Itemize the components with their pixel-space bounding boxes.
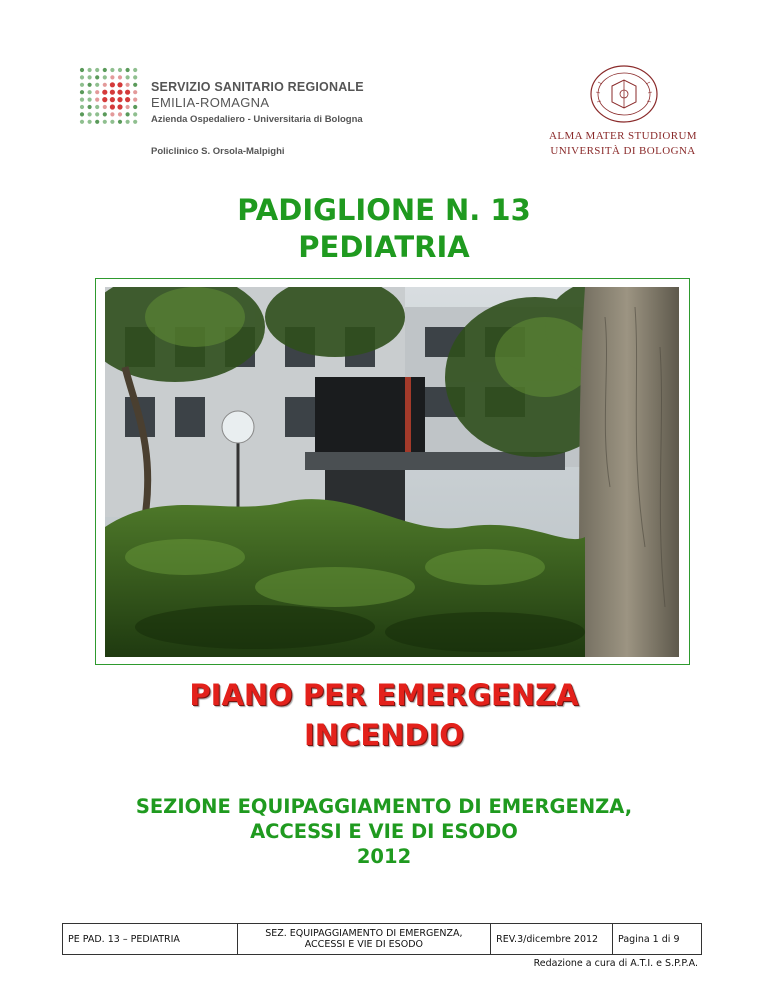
- ssr-region: EMILIA-ROMAGNA: [151, 95, 270, 110]
- logo-dot: [103, 75, 107, 79]
- logo-dot: [117, 82, 122, 87]
- logo-dot: [95, 105, 99, 109]
- footer-table: [62, 923, 702, 955]
- logo-dot: [103, 112, 107, 116]
- logo-dot: [110, 82, 115, 87]
- logo-dot: [80, 112, 84, 116]
- logo-dot: [80, 98, 84, 102]
- logo-dot: [117, 90, 122, 95]
- footer-page: Pagina 1 di 9: [613, 924, 702, 955]
- footer-revision: REV.3/dicembre 2012: [491, 924, 613, 955]
- logo-dot: [95, 75, 99, 79]
- footer-section-line1: SEZ. EQUIPAGGIAMENTO DI EMERGENZA,: [265, 928, 463, 939]
- ssr-text-block: [151, 80, 364, 125]
- section-year: 2012: [356, 845, 412, 868]
- logo-dot: [118, 120, 122, 124]
- logo-dot: [133, 90, 137, 94]
- logo-dot: [126, 105, 130, 109]
- logo-dot: [126, 83, 130, 87]
- logo-dot: [95, 112, 99, 116]
- logo-dot: [80, 120, 84, 124]
- logo-dot: [110, 75, 114, 79]
- page-title-line2: PEDIATRIA: [298, 230, 470, 264]
- ssr-azienda: Azienda Ospedaliero - Universitaria di Bologna: [151, 114, 363, 125]
- logo-dot: [102, 90, 107, 95]
- footer-section-line2: ACCESSI E VIE DI ESODO: [304, 939, 423, 950]
- logo-dot: [88, 120, 92, 124]
- university-line1: ALMA MATER STUDIORUM: [549, 130, 697, 142]
- footer-doc: PE PAD. 13 – PEDIATRIA: [63, 924, 238, 955]
- logo-dot: [95, 90, 99, 94]
- logo-dot: [110, 90, 115, 95]
- logo-dot: [110, 120, 114, 124]
- logo-dot: [126, 68, 130, 72]
- logo-dot: [88, 68, 92, 72]
- logo-dot: [103, 68, 107, 72]
- logo-dot: [88, 98, 92, 102]
- logo-dot: [126, 112, 130, 116]
- logo-dot: [133, 98, 137, 102]
- logo-dot: [103, 83, 107, 87]
- logo-dot: [133, 68, 137, 72]
- logo-dot: [110, 112, 114, 116]
- plan-title-line1: PIANO PER EMERGENZA: [189, 678, 579, 712]
- logo-dot: [95, 68, 99, 72]
- logo-dot: [133, 112, 137, 116]
- logo-dot: [80, 75, 84, 79]
- logo-dot: [95, 120, 99, 124]
- logo-dot: [80, 90, 84, 94]
- logo-dot: [103, 105, 107, 109]
- logo-dot: [103, 120, 107, 124]
- logo-dot: [118, 75, 122, 79]
- logo-dot: [95, 98, 99, 102]
- logo-dot: [126, 75, 130, 79]
- logo-dot: [133, 120, 137, 124]
- logo-dot: [88, 75, 92, 79]
- logo-dot: [88, 90, 92, 94]
- logo-dot: [110, 104, 115, 109]
- logo-dot: [118, 112, 122, 116]
- logo-dot: [125, 97, 130, 102]
- logo-dot: [80, 83, 84, 87]
- footer-credit: Redazione a cura di A.T.I. e S.P.P.A.: [533, 958, 698, 969]
- logo-dot: [80, 68, 84, 72]
- logo-dot: [88, 105, 92, 109]
- logo-dot: [118, 68, 122, 72]
- policlinico-name: Policlinico S. Orsola-Malpighi: [151, 146, 285, 157]
- university-name: [548, 129, 698, 159]
- logo-dot: [133, 75, 137, 79]
- section-title-line1: SEZIONE EQUIPAGGIAMENTO DI EMERGENZA,: [135, 795, 633, 818]
- logo-dot: [80, 105, 84, 109]
- page-title-line1: PADIGLIONE N. 13: [237, 193, 531, 227]
- logo-dot: [110, 97, 115, 102]
- logo-dot: [88, 112, 92, 116]
- plan-title-line2: INCENDIO: [304, 718, 464, 752]
- logo-dot: [117, 97, 122, 102]
- logo-dot: [102, 97, 107, 102]
- university-seal-icon: [588, 64, 660, 124]
- university-line2: UNIVERSITÀ DI BOLOGNA: [550, 145, 696, 157]
- logo-dot: [133, 83, 137, 87]
- ssr-dot-grid-logo: [78, 66, 140, 126]
- building-photo: [105, 287, 679, 657]
- logo-dot: [95, 83, 99, 87]
- logo-dot: [88, 83, 92, 87]
- logo-dot: [125, 90, 130, 95]
- footer-section: [237, 924, 491, 955]
- logo-dot: [133, 105, 137, 109]
- logo-dot: [126, 120, 130, 124]
- section-title-line2: ACCESSI E VIE DI ESODO: [250, 820, 518, 843]
- logo-dot: [117, 104, 122, 109]
- ssr-title: SERVIZIO SANITARIO REGIONALE: [151, 80, 364, 94]
- logo-dot: [110, 68, 114, 72]
